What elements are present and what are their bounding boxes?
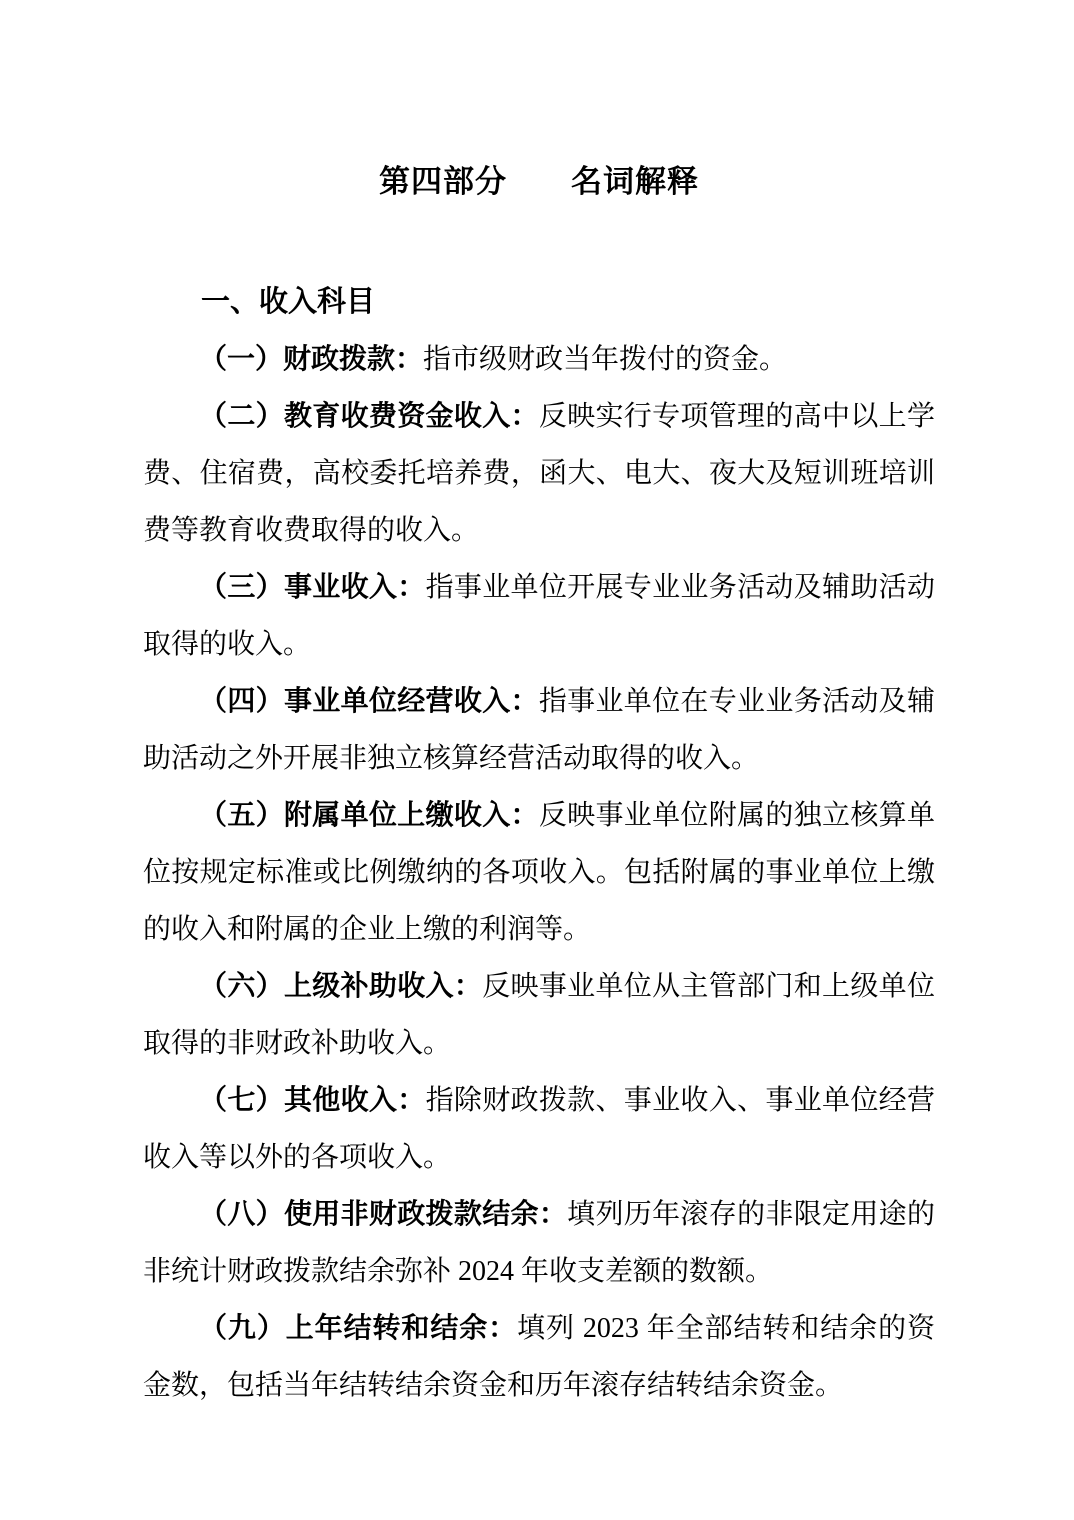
entry-term: （六）上级补助收入： [199, 971, 483, 1002]
entry-term: （一）财政拨款： [199, 344, 424, 375]
glossary-entry [143, 388, 935, 559]
entry-term: （四）事业单位经营收入： [199, 686, 539, 717]
entry-definition: 指市级财政当年拨付的资金。 [423, 344, 788, 375]
glossary-entry [143, 958, 935, 1072]
entry-term: （八）使用非财政拨款结余： [199, 1199, 568, 1230]
glossary-entry [143, 1072, 935, 1186]
section-heading-income-items: 一、收入科目 [201, 286, 376, 318]
glossary-entry [143, 787, 935, 958]
entry-definition: 反映事业单位从主管部门和上级单位取得的非财政补助收入。 [143, 971, 935, 1059]
entry-term: （七）其他收入： [199, 1085, 426, 1116]
entry-term: （三）事业收入： [199, 572, 426, 603]
document-title: 第四部分 名词解释 [379, 164, 699, 199]
entry-definition: 反映事业单位附属的独立核算单位按规定标准或比例缴纳的各项收入。包括附属的事业单位上缴的收入和附属的企业上缴的利润等。 [143, 800, 935, 945]
entry-definition: 指事业单位开展专业业务活动及辅助活动取得的收入。 [143, 572, 935, 660]
entry-definition: 指除财政拨款、事业收入、事业单位经营收入等以外的各项收入。 [143, 1085, 935, 1173]
entry-term: （五）附属单位上缴收入： [199, 800, 539, 831]
entry-term: （九）上年结转和结余： [199, 1313, 518, 1344]
glossary-entry [143, 559, 935, 673]
entry-definition: 填列 2023 年全部结转和结余的资金数，包括当年结转结余资金和历年滚存结转结余资金。 [143, 1313, 935, 1401]
entry-definition: 指事业单位在专业业务活动及辅助活动之外开展非独立核算经营活动取得的收入。 [143, 686, 935, 774]
entry-definition: 反映实行专项管理的高中以上学费、住宿费，高校委托培养费，函大、电大、夜大及短训班培训费等教育收费取得的收入。 [143, 401, 935, 546]
glossary-entry [143, 673, 935, 787]
glossary-entry [143, 331, 935, 388]
entry-definition: 填列历年滚存的非限定用途的非统计财政拨款结余弥补 2024 年收支差额的数额。 [143, 1199, 935, 1287]
entries-list [143, 331, 935, 1414]
entry-term: （二）教育收费资金收入： [199, 401, 539, 432]
glossary-entry [143, 1300, 935, 1414]
glossary-entry [143, 1186, 935, 1300]
